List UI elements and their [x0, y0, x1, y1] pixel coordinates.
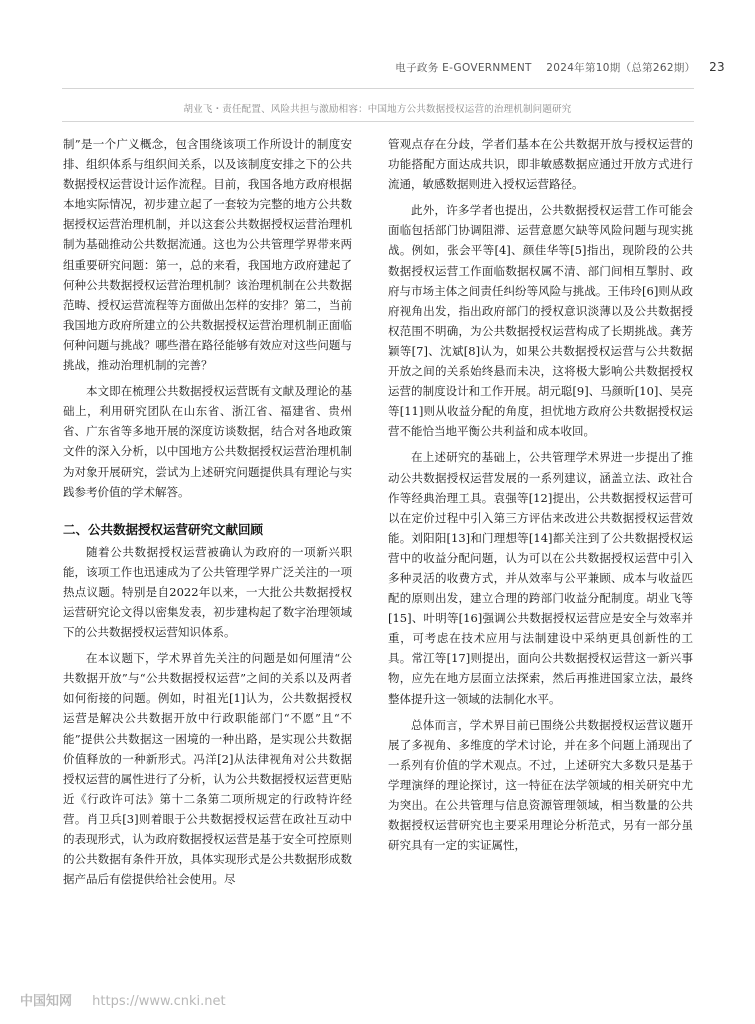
- running-title-rule: [62, 121, 694, 122]
- cnki-watermark: [20, 990, 226, 1009]
- left-column: [63, 134, 352, 889]
- journal-header: [395, 60, 725, 75]
- header-rule: [62, 88, 694, 89]
- right-paragraph-4: 总体而言，学术界目前已围绕公共数据授权运营议题开展了多视角、多维度的学术讨论，并在多个问题上涌现出了一系列有价值的学术观点。不过，上述研究大多数只是基于学理演绎的理论探讨，这一特征在法学领域的相关研究中尤为突出。在公共管理与信息资源管理领域，相当数量的公共数据授权运营研究也主要采用理论分析范式，另有一部分虽研究具有一定的实证属性，: [388, 717, 693, 853]
- cnki-logo: 中国知网: [20, 994, 73, 1009]
- section-heading: 二、公共数据授权运营研究文献回顾: [63, 521, 264, 537]
- right-paragraph-2: 此外，许多学者也提出，公共数据授权运营工作可能会面临包括部门协调阻滞、运营意愿欠缺等风险问题与现实挑战。例如，张会平等[4]、颜佳华等[5]指出，现阶段的公共数据授权运营工作面临数据权属不清、部门间相互掣肘、政府与市场主体之间责任纠纷等风险与挑战。王伟玲[6]则从政府视角出发，指出政府部门的授权意识淡薄以及公共数据授权范围不明确，为公共数据授权运营构成了长期挑战。龚芳颖等[7]、沈斌[8]认为，如果公共数据授权运营与公共数据开放之间的关系始终悬而未决，这将极大影响公共数据授权运营的制度设计和工作开展。胡元聪[9]、马颜昕[10]、吴亮等[11]则从收益分配的角度，担忧地方政府公共数据授权运营不能恰当地平衡公共利益和成本收回。: [388, 203, 693, 439]
- journal-name: 电子政务 E-GOVERNMENT: [395, 62, 532, 74]
- left-paragraph-2: 本文即在梳理公共数据授权运营既有文献及理论的基础上，利用研究团队在山东省、浙江省、福建省、贵州省、广东省等多地开展的深度访谈数据，结合对各地政策文件的深入分析，以中国地方公共数据授权运营治理机制为对象开展研究，尝试为上述研究问题提供具有理论与实践参考价值的学术解答。: [63, 384, 352, 499]
- cnki-url: https://www.cnki.net: [92, 994, 226, 1009]
- page-number: 23: [709, 60, 725, 74]
- right-paragraph-1: 管观点存在分歧，学者们基本在公共数据开放与授权运营的功能搭配方面达成共识，即非敏感数据应通过开放方式进行流通，敏感数据则进入授权运营路径。: [388, 137, 693, 192]
- left-paragraph-4: 在本议题下，学术界首先关注的问题是如何厘清“公共数据开放”与“公共数据授权运营”之间的关系以及两者如何衔接的问题。例如，时祖光[1]认为，公共数据授权运营是解决公共数据开放中行政职能部门“不愿”且“不能”提供公共数据这一困境的一种出路，是实现公共数据价值释放的一种新形式。冯洋[2]从法律视角对公共数据授权运营的属性进行了分析，认为公共数据授权运营更贴近《行政许可法》第十二条第二项所规定的行政特许经营。肖卫兵[3]则着眼于公共数据授权运营在政社互动中的表现形式，认为政府数据授权运营是基于安全可控原则的公共数据有条件开放，具体实现形式是公共数据形成数据产品后有偿提供给社会使用。尽: [63, 651, 352, 887]
- left-paragraph-3: 随着公共数据授权运营被确认为政府的一项新兴职能，该项工作也迅速成为了公共管理学界广泛关注的一项热点议题。特别是自2022年以来，一大批公共数据授权运营研究论文得以密集发表，初步建构起了数字治理领域下的公共数据授权运营知识体系。: [63, 544, 352, 640]
- right-paragraph-3: 在上述研究的基础上，公共管理学术界进一步提出了推动公共数据授权运营发展的一系列建议，涵盖立法、政社合作等经典治理工具。袁强等[12]提出，公共数据授权运营可以在定价过程中引入第三方评估来改进公共数据授权运营效能。刘阳阳[13]和门理想等[14]都关注到了公共数据授权运营中的收益分配问题，认为可以在公共数据授权运营中引入多种灵活的收费方式，并从效率与公平兼顾、成本与收益匹配的原则出发，建立合理的跨部门收益分配制度。胡业飞等[15]、叶明等[16]强调公共数据授权运营应是安全与效率并重，可考虑在技术应用与法制建设中采纳更具创新性的工具。常江等[17]则提出，面向公共数据授权运营这一新兴事物，应先在地方层面立法探索，然后再推进国家立法，最终整体提升这一领域的法制化水平。: [388, 450, 693, 706]
- running-title: 胡业飞・责任配置、风险共担与激励相容：中国地方公共数据授权运营的治理机制问题研究: [183, 104, 572, 115]
- left-paragraph-1: 制”是一个广义概念，包含围绕该项工作所设计的制度安排、组织体系与组织间关系，以及该制度安排之下的公共数据授权运营设计运作流程。目前，我国各地方政府根据本地实际情况，初步建立起了一套较为完整的地方公共数据授权运营治理机制，并以这套公共数据授权运营治理机制为基础推动公共数据流通。这也为公共管理学界带来两组重要研究问题：第一，总的来看，我国地方政府建起了何种公共数据授权运营治理机制？该治理机制在公共数据范畴、授权运营流程等方面做出怎样的安排？第二，当前我国地方政府所建立的公共数据授权运营治理机制正面临何种问题与挑战？哪些潜在路径能够有效应对这些问题与挑战，推动治理机制的完善？: [63, 137, 352, 373]
- journal-issue: 2024年第10期（总第262期）: [546, 62, 696, 74]
- right-column: [388, 134, 693, 855]
